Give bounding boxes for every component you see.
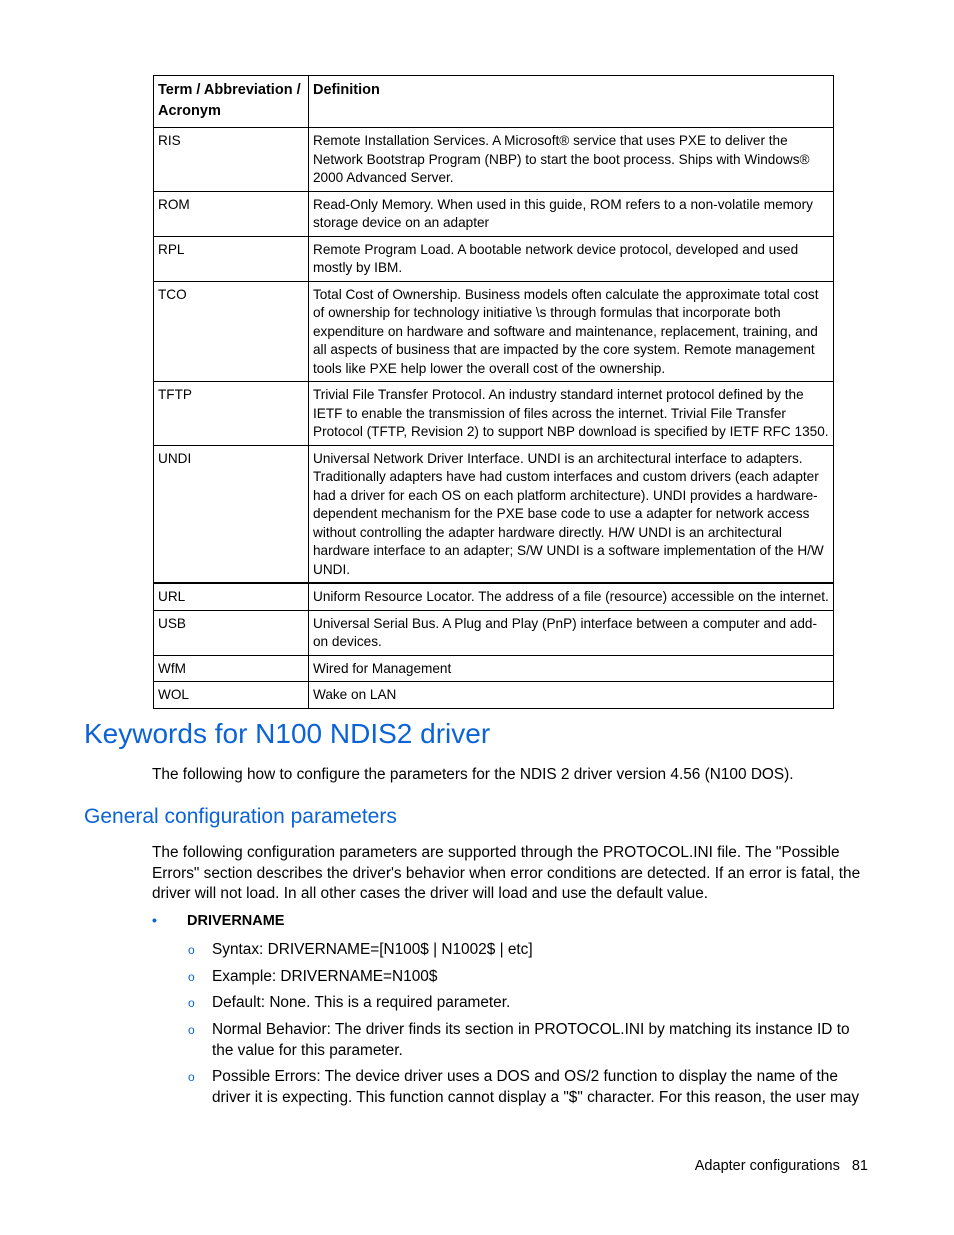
- definition-cell: Wired for Management: [309, 655, 834, 682]
- definition-cell: Total Cost of Ownership. Business models often calculate the approximate total cost of ownership for technology initiative \s through formulas that incorporate both expenditure on hardware and software and maintenance, replacement, training, and all aspects of business that are impacted by the core system. Remote management tools like PXE help lower the overall cost of the ownership.: [309, 281, 834, 382]
- definition-cell: Universal Network Driver Interface. UNDI is an architectural interface to adapters. Traditionally adapters have had custom interfaces and custom drivers (each adapter had a driver for each OS on each platform architecture). UNDI provides a hardware-dependent mechanism for the PXE base code to use a adapter for network access without controlling the adapter hardware directly. H/W UNDI is an architectural hardware interface to an adapter; S/W UNDI is a software implementation of the H/W UNDI.: [309, 445, 834, 583]
- table-row: [154, 610, 834, 655]
- circle-bullet-icon: o: [188, 996, 195, 1010]
- sub-list-item: [188, 1067, 874, 1108]
- table-row: [154, 583, 834, 610]
- term-cell: RPL: [154, 236, 309, 281]
- table-row: [154, 655, 834, 682]
- sub-list-item-text: Normal Behavior: The driver finds its section in PROTOCOL.INI by matching its instance ID to the value for this parameter.: [212, 1021, 850, 1059]
- table-header-row: [154, 76, 834, 128]
- table-row: [154, 382, 834, 446]
- definition-cell: Uniform Resource Locator. The address of a file (resource) accessible on the internet.: [309, 583, 834, 610]
- sub-list-item-text: Possible Errors: The device driver uses a DOS and OS/2 function to display the name of the driver it is expecting. This function cannot display a "$" character. For this reason, the user may: [212, 1068, 860, 1106]
- sub-list-item-text: Syntax: DRIVERNAME=[N100$ | N1002$ | etc]: [212, 941, 533, 958]
- sub-list-item: [188, 967, 874, 988]
- table-row: [154, 445, 834, 583]
- term-cell: URL: [154, 583, 309, 610]
- definition-cell: Wake on LAN: [309, 682, 834, 709]
- term-cell: ROM: [154, 191, 309, 236]
- definition-cell: Remote Program Load. A bootable network device protocol, developed and used mostly by IBM.: [309, 236, 834, 281]
- term-cell: TCO: [154, 281, 309, 382]
- section-title: Keywords for N100 NDIS2 driver: [84, 718, 491, 749]
- footer-section: Adapter configurations: [694, 1158, 840, 1174]
- term-cell: RIS: [154, 128, 309, 192]
- sub-list-item: [188, 940, 874, 961]
- definition-cell: Universal Serial Bus. A Plug and Play (PnP) interface between a computer and add-on devices.: [309, 610, 834, 655]
- page-footer: [695, 1158, 868, 1174]
- section-intro: The following how to configure the parameters for the NDIS 2 driver version 4.56 (N100 DOS).: [152, 766, 794, 783]
- sub-list-item: [188, 993, 874, 1014]
- header-definition: Definition: [309, 76, 834, 128]
- term-cell: TFTP: [154, 382, 309, 446]
- table-row: [154, 281, 834, 382]
- bullet-label: DRIVERNAME: [187, 913, 285, 929]
- glossary-table: [153, 75, 834, 709]
- page-number: 81: [851, 1158, 868, 1174]
- header-term: Term / Abbreviation / Acronym: [154, 76, 309, 128]
- circle-bullet-icon: o: [188, 943, 195, 957]
- definition-cell: Read-Only Memory. When used in this guide, ROM refers to a non-volatile memory storage device on an adapter: [309, 191, 834, 236]
- definition-cell: Remote Installation Services. A Microsoft® service that uses PXE to deliver the Network Bootstrap Program (NBP) to start the boot process. Ships with Windows® 2000 Advanced Server.: [309, 128, 834, 192]
- table-row: [154, 128, 834, 192]
- circle-bullet-icon: o: [188, 970, 195, 984]
- term-cell: UNDI: [154, 445, 309, 583]
- table-row: [154, 682, 834, 709]
- sub-list-item: [188, 1020, 874, 1061]
- sub-list-item-text: Example: DRIVERNAME=N100$: [212, 968, 438, 985]
- bullet-item-drivername: [152, 912, 284, 929]
- circle-bullet-icon: o: [188, 1070, 195, 1084]
- table-row: [154, 236, 834, 281]
- circle-bullet-icon: o: [188, 1023, 195, 1037]
- term-cell: USB: [154, 610, 309, 655]
- sub-list-item-text: Default: None. This is a required parameter.: [212, 994, 511, 1011]
- subsection-title: General configuration parameters: [84, 805, 397, 828]
- bullet-icon: •: [152, 912, 157, 928]
- definition-cell: Trivial File Transfer Protocol. An industry standard internet protocol defined by the IETF to enable the transmission of files across the internet. Trivial File Transfer Protocol (TFTP, Revision 2) to support NBP download is specified by IETF RFC 1350.: [309, 382, 834, 446]
- table-row: [154, 191, 834, 236]
- term-cell: WOL: [154, 682, 309, 709]
- term-cell: WfM: [154, 655, 309, 682]
- subsection-paragraph: The following configuration parameters are supported through the PROTOCOL.INI file. The "Possible Errors" section describes the driver's behavior when error conditions are detected. If an error is fatal, the driver will not load. In all other cases the driver will load and use the default value.: [152, 844, 861, 902]
